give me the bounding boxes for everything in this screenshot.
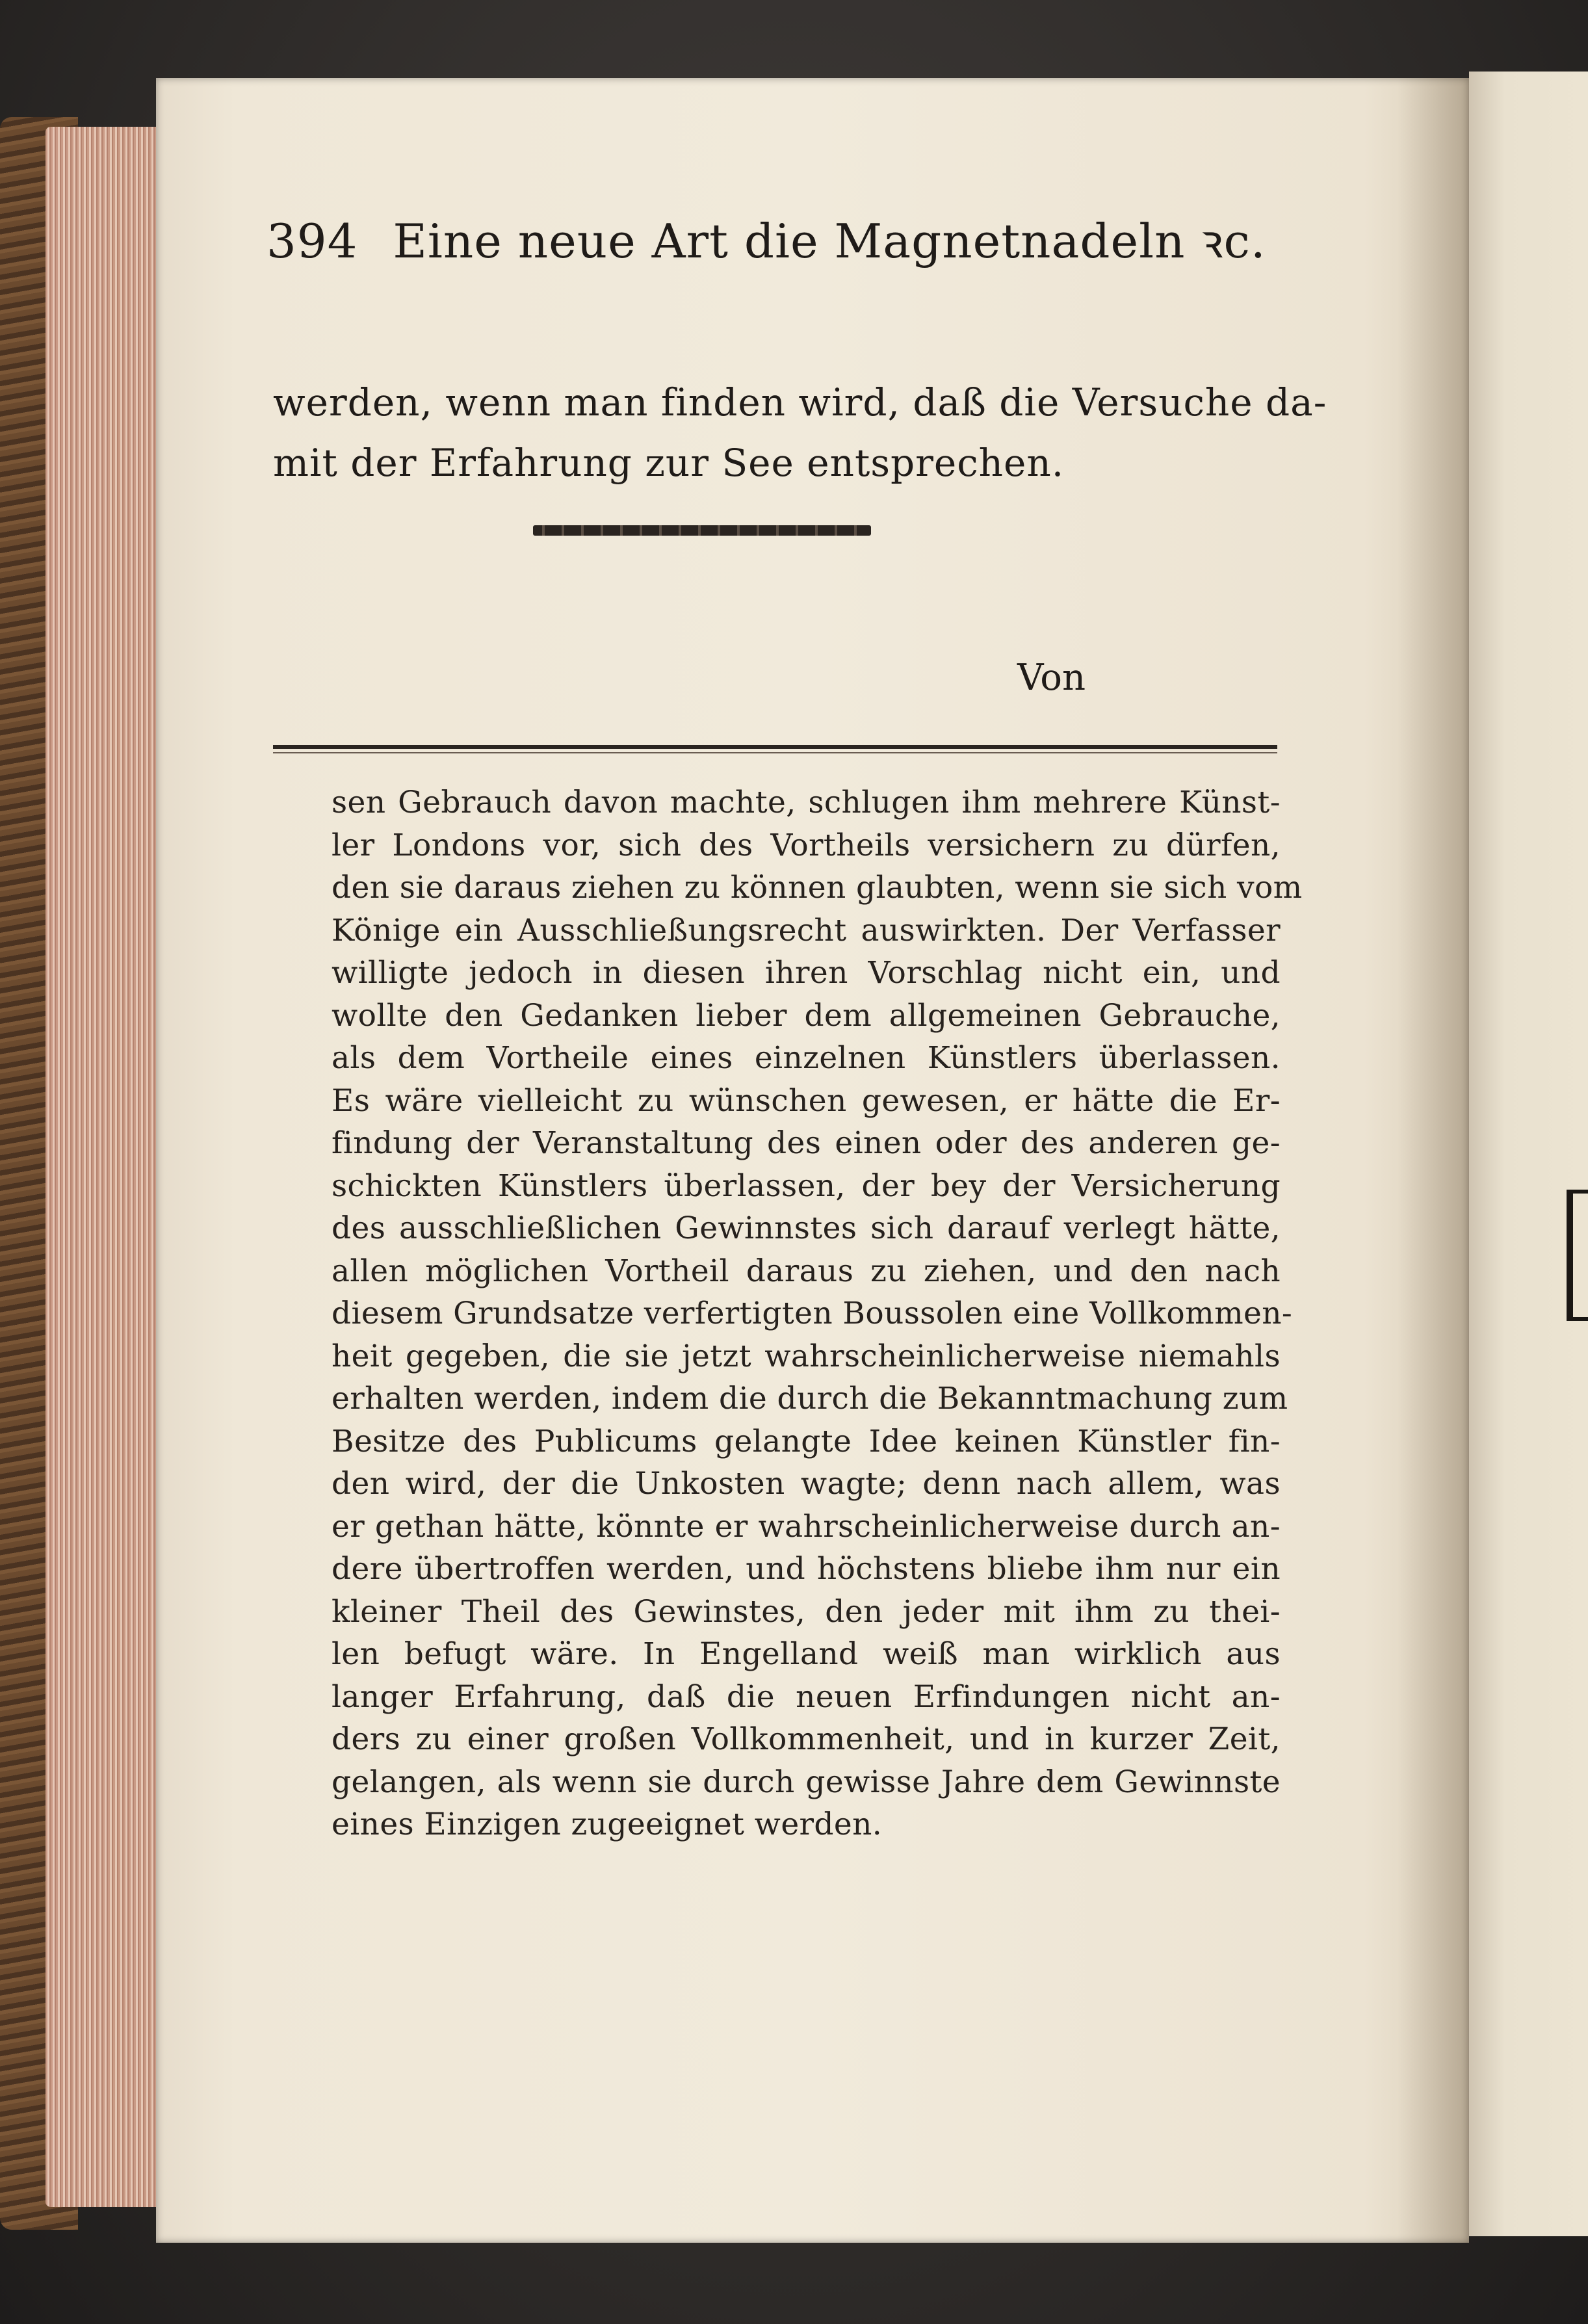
- footnote-line: diesem Grundsatze verfertigten Boussolen eine Vollkommen-: [332, 1296, 1293, 1331]
- footnote-text: [332, 781, 1303, 1846]
- footnote-line: len befugt wäre. In Engelland weiß man wirklich aus: [332, 1636, 1281, 1672]
- footnote-line: wollte den Gedanken lieber dem allgemeinen Gebrauche,: [332, 997, 1281, 1034]
- page-block-edges: [46, 127, 169, 2207]
- footnote-line: heit gegeben, die sie jetzt wahrscheinlicherweise niemahls: [332, 1338, 1281, 1374]
- footnote-line: schickten Künstlers überlassen, der bey der Versicherung: [332, 1168, 1281, 1204]
- footnote-line: findung der Veranstaltung des einen oder des anderen ge-: [332, 1125, 1281, 1161]
- footnote-line: kleiner Theil des Gewinstes, den jeder mit ihm zu thei-: [332, 1593, 1281, 1630]
- footnote-line: er gethan hätte, könnte er wahrscheinlicherweise durch an-: [332, 1508, 1281, 1545]
- footnote-line: ders zu einer großen Vollkommenheit, und in kurzer Zeit,: [332, 1721, 1281, 1757]
- footnote-line: den sie daraus ziehen zu können glaubten, wenn sie sich vom: [332, 870, 1303, 906]
- footnote-rule: [273, 745, 1277, 749]
- footnote-line: den wird, der die Unkosten wagte; denn nach allem, was: [332, 1466, 1281, 1502]
- footnote-line: willigte jedoch in diesen ihren Vorschlag nicht ein, und: [332, 955, 1281, 991]
- footnote-line: sen Gebrauch davon machte, schlugen ihm mehrere Künst-: [332, 785, 1281, 820]
- running-header: [267, 208, 1266, 272]
- footnote-line: des ausschließlichen Gewinnstes sich darauf verlegt hätte,: [332, 1210, 1281, 1246]
- text-line: mit der Erfahrung zur See entsprechen.: [273, 441, 1065, 485]
- text-line: werden, wenn man finden wird, daß die Versuche da-: [273, 380, 1327, 424]
- footnote-line: Könige ein Ausschließungsrecht auswirkten. Der Verfasser: [332, 912, 1281, 948]
- footnote-rule-thin: [273, 752, 1277, 753]
- footnote-line: allen möglichen Vortheil daraus zu ziehen, und den nach: [332, 1253, 1281, 1289]
- partial-letter-glyph: [1567, 1190, 1588, 1321]
- footnote-line: eines Einzigen zugeeignet werden.: [332, 1807, 883, 1842]
- catchword: Von: [1017, 657, 1086, 699]
- gutter-shadow: [1398, 78, 1469, 2243]
- running-head-title: Eine neue Art die Magnetnadeln ꝛc.: [393, 214, 1266, 268]
- page-number: 394: [267, 214, 358, 268]
- footnote-line: dere übertroffen werden, und höchstens bliebe ihm nur ein: [332, 1551, 1281, 1587]
- footnote-line: ler Londons vor, sich des Vortheils versichern zu dürfen,: [332, 827, 1281, 863]
- right-page-edge: [1469, 72, 1588, 2236]
- ornamental-rule: [533, 525, 871, 536]
- footnote-line: langer Erfahrung, daß die neuen Erfindungen nicht an-: [332, 1678, 1281, 1715]
- footnote-line: gelangen, als wenn sie durch gewisse Jahre dem Gewinnste: [332, 1764, 1281, 1800]
- footnote-line: Es wäre vielleicht zu wünschen gewesen, er hätte die Er-: [332, 1082, 1281, 1119]
- footnote-line: als dem Vortheile eines einzelnen Künstlers überlassen.: [332, 1040, 1281, 1076]
- footnote-line: erhalten werden, indem die durch die Bekanntmachung zum: [332, 1381, 1288, 1417]
- footnote-line: Besitze des Publicums gelangte Idee keinen Künstler fin-: [332, 1423, 1281, 1459]
